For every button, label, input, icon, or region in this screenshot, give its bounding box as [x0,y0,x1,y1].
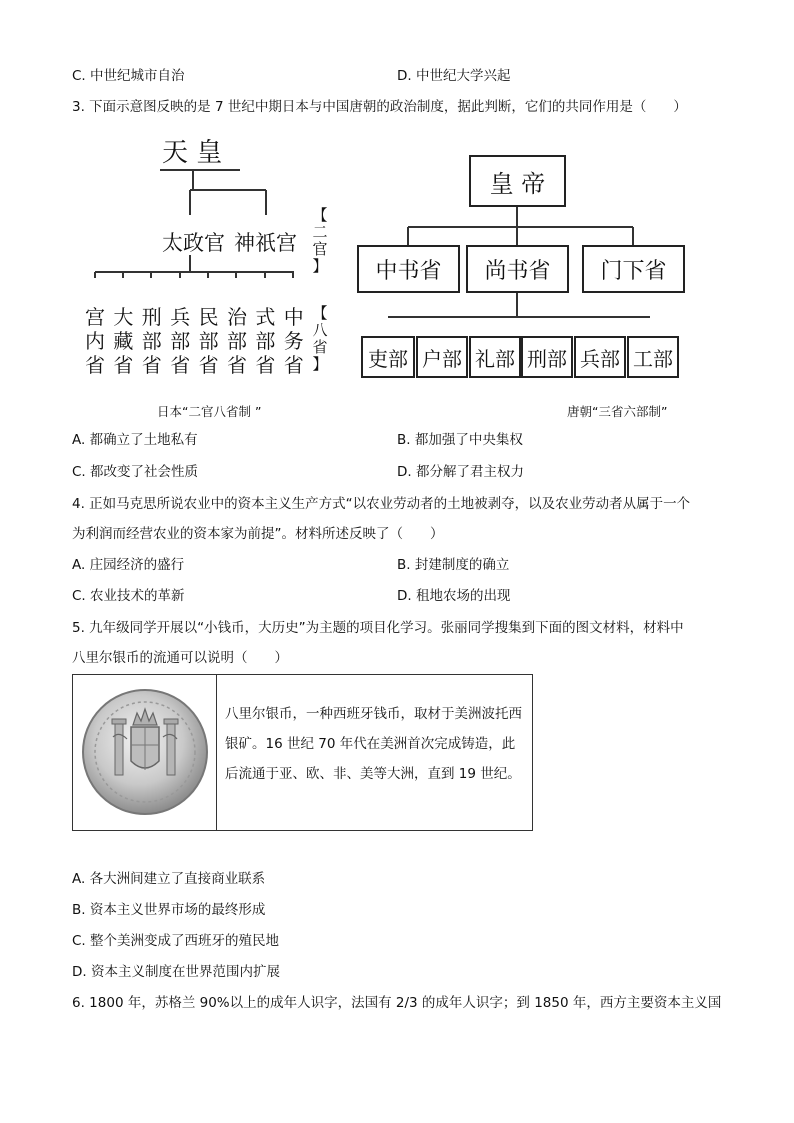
q5-material-table [72,674,533,831]
japan-ministry-char: 省 [255,353,276,377]
japan-jingikan: 神祇宫 [234,231,297,255]
japan-ministry-char: 省 [227,353,247,377]
tang-ministry-box: 吏部 [361,336,415,378]
q4-option-c: C. 农业技术的革新 [72,588,185,604]
tang-menxia-box: 门下省 [582,245,685,293]
tang-ministry-box: 户部 [416,336,468,378]
q5-stem-line2: 八里尔银币的流通可以说明（ ） [72,650,288,666]
q5-material-text: 八里尔银币，一种西班牙钱币，取材于美洲波托西银矿。16 世纪 70 年代在美洲首次完成铸造，此后流通于亚、欧、非、美等大洲，直到 19 世纪。 [225,706,522,782]
japan-emperor: 天 皇 [162,138,223,168]
tang-zhongshu-box: 中书省 [357,245,460,293]
q4-option-d: D. 租地农场的出现 [397,588,511,604]
q6-stem-line1: 6. 1800 年，苏格兰 90%以上的成年人识字，法国有 2/3 的成年人识字；到 1850 年，西方主要资本主义国 [72,995,722,1011]
japan-ministry-char: 省 [113,353,134,377]
q2-option-d: D. 中世纪大学兴起 [397,68,511,84]
japan-dajokan: 太政官 [162,231,225,255]
q4-option-b: B. 封建制度的确立 [397,557,510,573]
tang-ministry-box: 礼部 [469,336,521,378]
q5-option-c: C. 整个美洲变成了西班牙的殖民地 [72,933,280,949]
japan-ministry-char: 部 [198,329,219,353]
japan-ministry-char: 大 [113,305,134,329]
japan-ministry-char: 中 [283,305,304,329]
q4-option-a: A. 庄园经济的盛行 [72,557,185,573]
japan-ministry-char: 部 [227,329,247,353]
q4-stem-line1: 4. 正如马克思所说农业中的资本主义生产方式“以农业劳动者的土地被剥夺，以及农业劳动者从属于一个 [72,496,691,512]
japan-ministry-char: 宫 [85,305,105,329]
japan-ministry-char: 兵 [170,305,191,329]
q5-option-b: B. 资本主义世界市场的最终形成 [72,902,266,918]
japan-label-two-offices: 【 二 官 】 [312,206,328,275]
japan-ministry-char: 省 [141,353,162,377]
japan-ministry-char: 部 [170,329,191,353]
japan-ministry-char: 式 [255,305,276,329]
japan-ministry-char: 省 [85,353,105,377]
japan-ministry-char: 省 [198,353,219,377]
japan-ministry-char: 藏 [113,329,134,353]
q3-stem: 3. 下面示意图反映的是 7 世纪中期日本与中国唐朝的政治制度，据此判断，它们的共同作用是（ ） [72,99,687,115]
japan-ministry-char: 部 [255,329,276,353]
q3-option-b: B. 都加强了中央集权 [397,432,523,448]
bracket-label-char: 官 [312,240,328,258]
japan-caption: 日本“二官八省制 ” [157,404,262,419]
japan-ministry-char: 省 [283,353,304,377]
tang-ministry-box: 兵部 [574,336,626,378]
tang-shangshu-box: 尚书省 [466,245,569,293]
japan-ministry-char: 治 [227,305,247,329]
q3-option-a: A. 都确立了土地私有 [72,432,198,448]
japan-ministry-char: 民 [198,305,219,329]
q5-option-a: A. 各大洲间建立了直接商业联系 [72,871,266,887]
q3-option-c: C. 都改变了社会性质 [72,464,199,480]
coin-image-cell [73,675,217,830]
tang-caption: 唐朝“三省六部制” [567,404,668,419]
tang-ministry-box: 工部 [627,336,679,378]
japan-ministry-char: 部 [141,329,162,353]
q2-option-c: C. 中世纪城市自治 [72,68,185,84]
q5-option-d: D. 资本主义制度在世界范围内扩展 [72,964,280,980]
japan-ministry-char: 刑 [141,305,162,329]
japan-connector-lines [80,160,320,280]
japan-label-eight-ministries: 【 八 省 】 [312,304,328,373]
q4-stem-line2: 为利润而经营农业的资本家为前提”。材料所述反映了（ ） [72,526,444,542]
japan-ministry-char: 省 [170,353,191,377]
silver-coin-image [73,675,216,830]
q5-stem-line1: 5. 九年级同学开展以“小钱币，大历史”为主题的项目化学习。张丽同学搜集到下面的图文材料，材料中 [72,620,684,636]
japan-ministry-char: 内 [85,329,105,353]
bracket-label-char: 二 [312,223,328,241]
tang-ministry-box: 刑部 [521,336,573,378]
bracket-label-char: 八 [312,321,328,339]
q3-option-d: D. 都分解了君主权力 [397,464,524,480]
japan-ministry-char: 务 [283,329,304,353]
tang-emperor-box: 皇 帝 [469,155,566,207]
bracket-label-char: 省 [312,338,328,356]
